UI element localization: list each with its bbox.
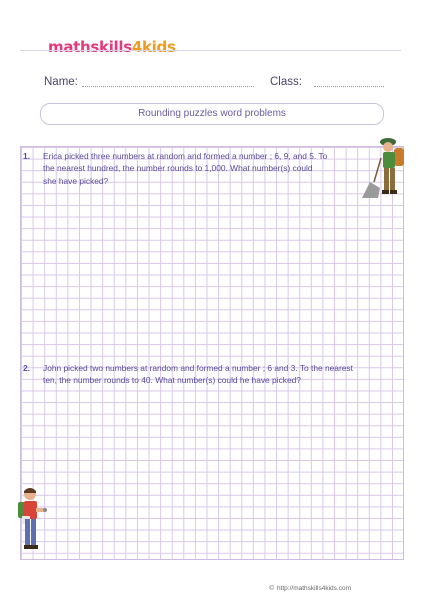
question-text-line: the nearest hundred, the number rounds to 1,000. What number(s) could — [43, 163, 313, 174]
footer-url[interactable]: http://mathskills4kids.com — [276, 585, 351, 592]
header-divider — [20, 50, 401, 51]
question-1 — [23, 150, 373, 200]
logo-part1: mathskills — [48, 38, 132, 56]
copyright-symbol: © — [269, 585, 274, 592]
class-field[interactable] — [314, 86, 384, 87]
name-field[interactable] — [82, 86, 254, 87]
name-label: Name: — [44, 76, 78, 88]
question-text-line: John picked two numbers at random and formed a number ; 6 and 3. To the nearest — [43, 363, 353, 373]
class-label: Class: — [270, 76, 302, 88]
question-2 — [23, 362, 398, 392]
graph-paper-grid — [20, 146, 404, 560]
brand-logo — [48, 38, 176, 56]
hiker-illustration — [360, 132, 410, 200]
question-number: 2. — [23, 363, 30, 373]
question-number: 1. — [23, 151, 30, 161]
question-text-line: ten, the number rounds to 40. What number(s) could he have picked? — [43, 375, 301, 386]
boy-illustration — [14, 486, 52, 558]
question-text-line: she have picked? — [43, 175, 109, 186]
logo-part2: 4kids — [131, 38, 176, 56]
question-text-line: Erica picked three numbers at random and formed a number ; 6, 9, and 5. To — [43, 151, 328, 161]
footer-copyright — [269, 585, 351, 592]
worksheet-title: Rounding puzzles word problems — [40, 103, 384, 125]
